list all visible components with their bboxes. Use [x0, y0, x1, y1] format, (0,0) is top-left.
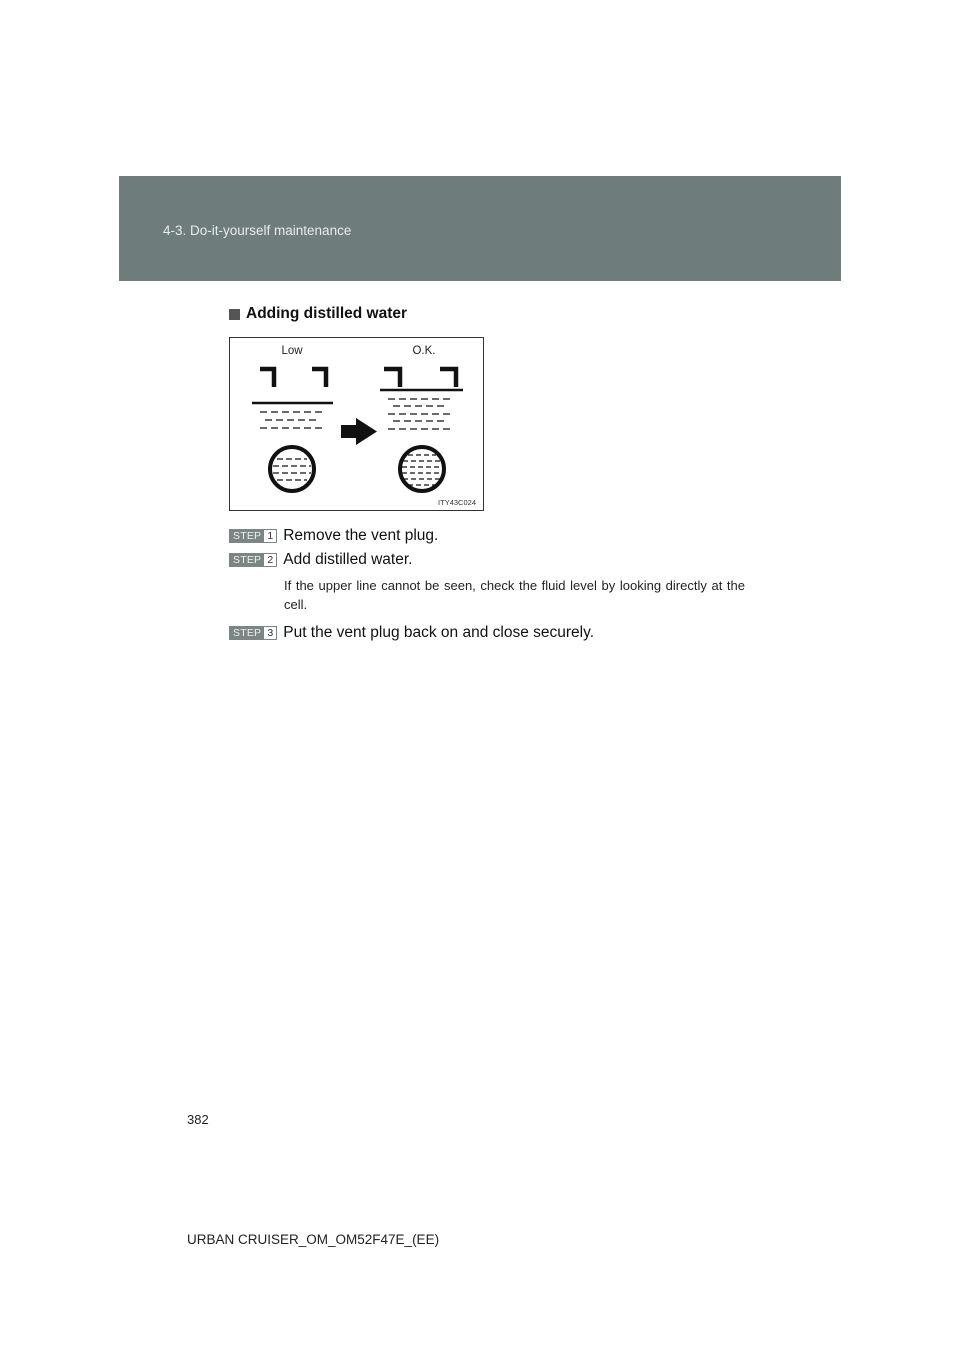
section-heading-text: Adding distilled water — [246, 305, 408, 322]
arrow-right-icon — [341, 418, 377, 445]
fluid-level-diagram — [230, 338, 483, 510]
chapter-section-title: 4-3. Do-it-yourself maintenance — [163, 223, 352, 238]
step-text: Remove the vent plug. — [283, 527, 439, 544]
ok-level-cell — [380, 369, 463, 491]
step-badge: STEP 3 — [229, 626, 277, 640]
step-1 — [229, 527, 438, 545]
step-3 — [229, 624, 594, 642]
page-number: 382 — [187, 1112, 209, 1127]
low-level-cell — [252, 369, 333, 491]
square-bullet-icon — [229, 309, 240, 320]
chapter-header-band — [119, 176, 841, 281]
step-badge: STEP 2 — [229, 553, 277, 567]
step-text: Put the vent plug back on and close securely. — [283, 624, 594, 641]
label-ok: O.K. — [412, 345, 436, 357]
battery-fluid-illustration — [229, 337, 484, 511]
section-heading — [229, 305, 407, 323]
footer-document-code: URBAN CRUISER_OM_OM52F47E_(EE) — [187, 1232, 440, 1247]
figure-code: ITY43C024 — [438, 498, 476, 507]
step-text: Add distilled water. — [283, 551, 413, 568]
step-badge: STEP 1 — [229, 529, 277, 543]
label-low: Low — [281, 345, 303, 357]
step-note: If the upper line cannot be seen, check the fluid level by looking directly at the cell. — [284, 578, 745, 612]
step-2 — [229, 551, 412, 569]
